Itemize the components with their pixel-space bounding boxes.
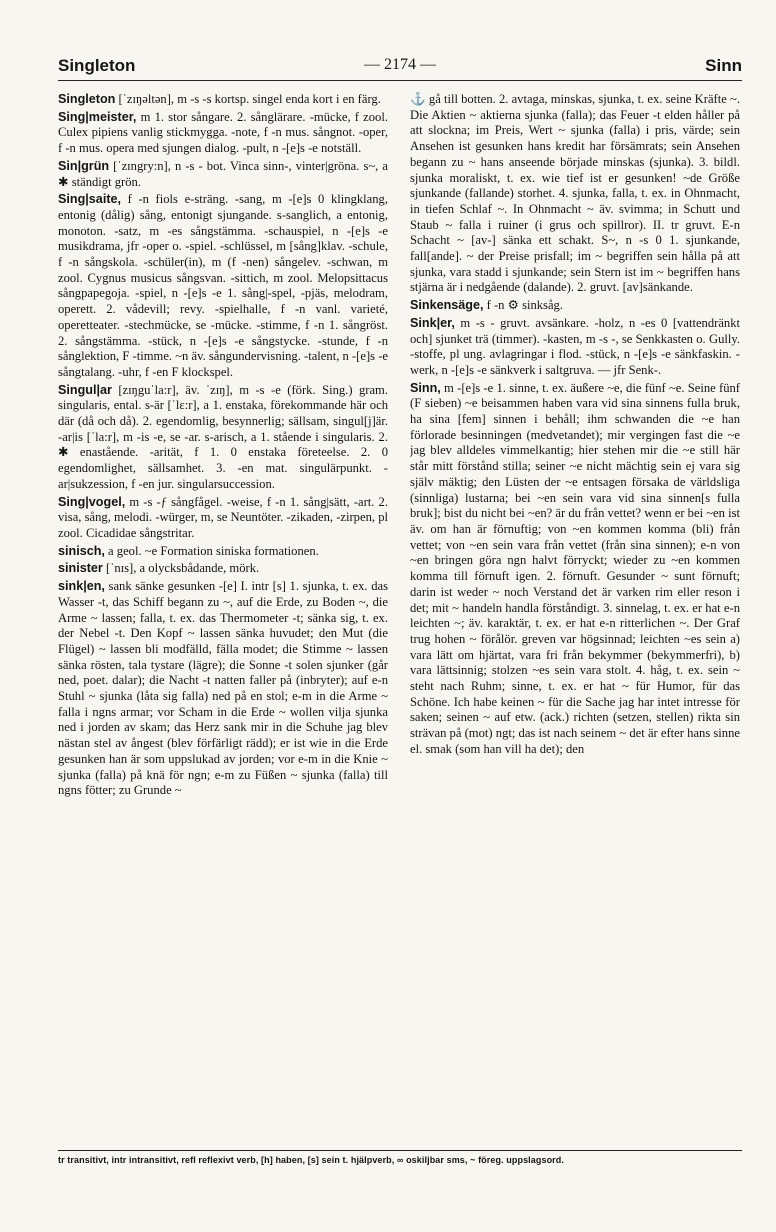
dictionary-entry [58,159,388,190]
entry-headword: Singleton [58,92,116,106]
header-last-word: Sinn [705,56,742,75]
left-column [58,92,388,1132]
entry-headword: Sinn, [410,380,441,395]
dictionary-entry [58,192,388,380]
entry-headword: Sing|meister, [58,109,137,124]
entry-definition: [zɪŋguˈla:r], äv. ˈzɪŋ], m -s -e (förk. Sing.) gram. singularis, ental. s-är [ˈlɛ:r], a 1. enstaka, förekommande här och där (då och då). 2. egendomlig, besynnerlig; sällsam, singul[j]är. -ar|is [ˈla:r], m -is -e, se -ar. s-arisch, a 1. stående i singularis. 2. ✱ enastående. -arität, f 1. 0 enstaka företeelse. 2. 0 egendomlighet, sällsamhet. 3. -en mat. singulärpunkt. -ar|sukzession, f -en jur. singularsuccession. [58,382,388,491]
entry-definition: m 1. stor sångare. 2. sånglärare. -mücke, f zool. Culex pipiens vanlig stickmygga. -note, f -n mus. sångnot. -oper, f -n mus. opera med sjungen dialog. -pult, n -[e]s -e notställ. [58,109,388,156]
entry-definition: [ˈzɪŋəltən], m -s -s kortsp. singel enda kort i en färg. [115,92,381,106]
dictionary-entry [58,92,388,108]
entry-definition: m -[e]s -e 1. sinne, t. ex. äußere ~e, die fünf ~e. Seine fünf (F sieben) ~e beisammen haben vara vid sina sinnens fulla bruk, ha sina [fem] sinnen i behåll; ihm schwanden die ~e han förlorade besinningen (medvetandet); mir vergingen fast die ~e jag blev alldeles vimmelkantig; hier stehen mir die ~e still här står mitt förstånd stilla; seiner ~e nicht mächtig sein ej vara sig själv mäktig; den Lüsten der ~e entsagen försaka de världsliga (sinnliga) lustarna; bei ~en sein vara vid sina sinnen[s fulla bruk]; bist du nicht bei ~en? är du från vettet? wenn er bei ~en ist äv. om han är förnuftig; von ~en kommen komma (bli) från vettet; von ~en sein vara från vettet (från sina sinnen); e-n von ~en bringen göra ngn halvt förryckt; wieder zu ~en kommen komma till förnuft igen. 2. förnuft. Gesunder ~ sunt förnuft; darin ist weder ~ noch Verstand det är varken rim eller reson i det; mit ~ handeln handla förståndigt. 3. sinnelag, t. ex. er hat e-n leichten ~; äv. karaktär, t. ex. er hat e-n ritterlichen ~. Der Graf trug hohen ~ förålör. greven var högsinnad; leichten ~es sein a) vara lätt om hjärtat, vara fri från bekymmer (bekymmerfri), b) vara lättsinnig; stolzen ~es sein vara stolt. 4. håg, t. ex. sein ~ steht nach Ruhm; sinne, t. ex. er hat ~ für Humor, für das Schöne. Ich habe keinen ~ für die Sache jag har intet intresse för saken; seinen ~ auf etw. (ack.) richten (setzen, stellen) rikta sin strävan på (mot) ngt; das ist nach seinem ~ det är efter hans sinne el. smak (som han vill ha det); den [410,380,740,756]
entry-definition: a geol. ~e Formation siniska formationen. [104,543,319,558]
dictionary-entry [410,92,740,296]
header-first-word: Singleton [58,56,136,75]
entry-headword: sinister [58,561,103,576]
entry-definition: sank sänke gesunken -[e] I. intr [s] 1. sjunka, t. ex. das Wasser -t, das Schiff begann zu ~, auf die Erde, zu Boden ~, die Arme ~ lassen; falla, t. ex. das Thermometer -t; sänka sig, t. ex. der Nebel -t. Den Kopf ~ lassen sänka huvudet; den Mut (die Flügel) ~ lassen bli modfälld, fälla modet; die Stimme ~ lassen sänka rösten, tala tystare (lägre); die Sonne -t solen sjunker (går ned, poet. dalar); die Nacht -t natten faller på (inbryter); auf e-n Stuhl ~ sjunka (låta sig falla) ned på en stol; e-m in die Arme ~ falla i ngns armar; vor Scham in die Erde ~ wollen vilja sjunka ned i jorden av skam; das Herz sank mir in die Schuhe jag blev nästan stel av ångest (blev förfärligt rädd); er ist wie in die Erde gesunken han är som uppslukad av jorden; vor e-m in die Knie ~ sjunka (falla) på knä för ngn; e-m zu Füßen ~ sjunka (falla) till ngns fötter; zu Grunde ~ [58,579,388,798]
page-number: — 2174 — [364,56,436,73]
dictionary-entry [410,381,740,758]
dictionary-entry [58,383,388,493]
entry-definition: [ˈzɪngry:n], n -s - bot. Vinca sinn-, vinter|gröna. s~, a ✱ ständigt grön. [58,158,388,189]
entry-definition: f -n fiols e-sträng. -sang, m -[e]s 0 klingklang, entonig (dålig) sång, entonigt sjungande. s-sanglich, a entonig, monoton. -satz, m -es sångstämma. -schauspiel, n -[e]s -e musikdrama, jfr -oper o. -spiel. -schlüssel, m [sång]klav. -schule, f -n sångskola. -schüler(in), m (f -nen) sångelev. -schwan, m zool. Cygnus musicus sångsvan. -sittich, m zool. Melopsittacus sångpapegoja. -spiel, n -[e]s -e 1. sång|-spel, -pjäs, melodram, operett. 2. vådevill; revy. -spielhalle, f -n vanl. varieté, operetteater. -stechmücke, se -mücke. -stimme, f -n 1. sångröst. 2. sångstämma. -stück, n -[e]s -e sångstycke. -stunde, f -n sånglektion, F -timme. ~n äv. sångundervisning. -talent, n -[e]s -e sångtalang. -uhr, f -en F klockspel. [58,192,388,379]
dictionary-page [58,48,742,1188]
dictionary-entry [58,110,388,157]
dictionary-entry [58,495,388,542]
entry-headword: sink|en, [58,579,105,594]
entry-headword: Sing|vogel, [58,494,126,509]
dictionary-entry [58,579,388,799]
dictionary-entry [58,561,388,577]
entry-definition: m -s - gruvt. avsänkare. -holz, n -es 0 [vattendränkt och] sjunket trä (timmer). -kasten, m -s -, se Senkkasten o. Gully. -stoffe, pl ung. avlagringar i flod. -stück, n -[e]s -e sänkfaskin. -werk, n -[e]s -e sänkverk i saltgruva. — jfr Senk-. [410,315,740,377]
entry-headword: Sink|er, [410,315,455,330]
entry-headword: Sin|grün [58,158,110,173]
entry-definition: ⚓ gå till botten. 2. avtaga, minskas, sjunka, t. ex. seine Kräfte ~. Die Aktien ~ aktierna sjunka (falla); das Feuer -t elden håller på att slockna; im Preis, Wert ~ sjunka (falla) i pris, värde; sein Ansehen ist gesunken hans kredit har försämrats; sein Ansehen begann zu ~ hans anseende började minskas (sjunka). 3. bildl. sjunka moraliskt, t. ex. wie tief ist er gesunken! ~de Größe sjunkande (fallande) storhet. 4. sjunka, falla, t. ex. in Ohnmacht, in tiefen Schlaf ~. In Ohnmacht ~ äv. svimma; in Schutt und Staub ~ falla i ruiner (i grus och spillror). II. tr gruvt. E-n Schacht ~ [av-] sänka ett schakt. S~, n -s 0 1. sjunkande, fall[ande]. ~ der Preise prisfall; im ~ begriffen sein hålla på att sjunka, vara stadd i sjunkande; sein Stern ist im ~ begriffen hans stjärna är i nedgående (dalande). 2. gruvt. [av]sänkande. [410,92,740,295]
entry-headword: Sinkensäge, [410,298,484,313]
entry-definition: f -n ⚙ sinksåg. [483,298,563,313]
dictionary-entry [58,544,388,560]
entry-definition: m -s -ƒ sångfågel. -weise, f -n 1. sång|sätt, -art. 2. visa, sång, melodi. -würger, m, se Neuntöter. -zikaden, -zirpen, pl zool. Cicadidae sångstritar. [58,494,388,540]
abbreviation-legend: tr transitivt, intr intransitivt, refl reflexivt verb, [h] haben, [s] sein t. hjälpverb, ∞ oskiljbar sms, ~ föreg. uppslagsord. [58,1150,742,1165]
entry-headword: sinisch, [58,543,105,558]
page-header [58,48,742,81]
right-column [410,92,740,1132]
dictionary-entry [410,316,740,379]
entry-headword: Sing|saite, [58,192,122,207]
entry-headword: Singul|ar [58,382,112,397]
entry-definition: [ˈnɪs], a olycksbådande, mörk. [102,561,260,576]
dictionary-entry [410,298,740,314]
